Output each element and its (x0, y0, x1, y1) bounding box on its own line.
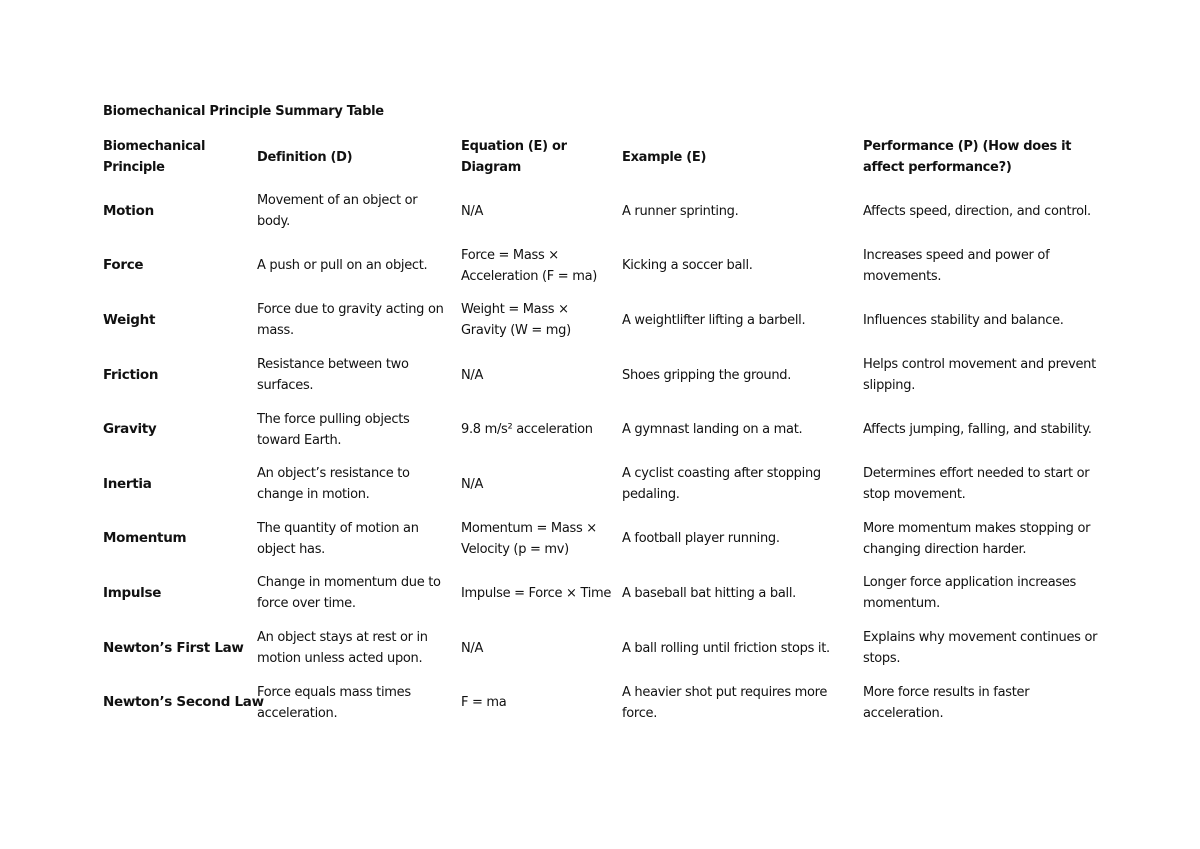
equation-cell: N/A (461, 476, 484, 492)
equation-cell: N/A (461, 367, 484, 383)
performance-cell: Influences stability and balance. (863, 312, 1064, 328)
example-cell: A gymnast landing on a mat. (622, 422, 803, 438)
performance-cell: More force results in faster acceleration. (863, 684, 1030, 721)
equation-cell: N/A (461, 203, 484, 219)
definition-cell: A push or pull on an object. (257, 258, 428, 274)
example-cell: Kicking a soccer ball. (622, 258, 753, 274)
example-cell: Shoes gripping the ground. (622, 367, 792, 383)
principle-cell: Weight (103, 311, 156, 328)
principle-cell: Friction (103, 366, 159, 383)
equation-cell: Momentum = Mass × Velocity (p = mv) (461, 520, 597, 557)
summary-table (98, 130, 1108, 730)
table-row (98, 348, 1108, 403)
example-cell: A baseball bat hitting a ball. (622, 585, 796, 601)
table-body (98, 184, 1108, 730)
definition-cell: Resistance between two surfaces. (257, 357, 409, 394)
header-performance: Performance (P) (How does it affect performance?) (863, 139, 1072, 175)
equation-cell: Weight = Mass × Gravity (W = mg) (461, 302, 571, 339)
performance-cell: Explains why movement continues or stops. (863, 630, 1098, 667)
equation-cell: 9.8 m/s² acceleration (461, 422, 593, 438)
performance-cell: Longer force application increases momentum. (863, 575, 1077, 612)
definition-cell: Force due to gravity acting on mass. (257, 302, 444, 339)
table-row (98, 457, 1108, 512)
example-cell: A cyclist coasting after stopping pedaling. (622, 466, 821, 503)
header-definition: Definition (D) (257, 149, 353, 165)
definition-cell: An object’s resistance to change in motion. (257, 466, 410, 503)
example-cell: A weightlifter lifting a barbell. (622, 312, 806, 328)
principle-cell: Motion (103, 202, 154, 219)
example-cell: A football player running. (622, 531, 780, 547)
document-title: Biomechanical Principle Summary Table (103, 104, 384, 119)
table-row (98, 293, 1108, 348)
definition-cell: Movement of an object or body. (257, 193, 418, 230)
performance-cell: Affects jumping, falling, and stability. (863, 422, 1092, 438)
definition-cell: An object stays at rest or in motion unless acted upon. (257, 630, 428, 667)
header-equation: Equation (E) or Diagram (461, 139, 567, 175)
performance-cell: Affects speed, direction, and control. (863, 203, 1091, 219)
principle-cell: Inertia (103, 475, 152, 492)
table-header (98, 130, 1108, 184)
equation-cell: Force = Mass × Acceleration (F = ma) (461, 247, 598, 284)
equation-cell: F = ma (461, 695, 507, 711)
header-example: Example (E) (622, 149, 707, 165)
equation-cell: Impulse = Force × Time (461, 585, 612, 601)
table-row (98, 512, 1108, 567)
performance-cell: Helps control movement and prevent slipping. (863, 357, 1096, 394)
example-cell: A runner sprinting. (622, 203, 739, 219)
performance-cell: Determines effort needed to start or stop movement. (863, 466, 1090, 503)
principle-cell: Newton’s Second Law (103, 694, 264, 711)
definition-cell: The quantity of motion an object has. (257, 520, 419, 557)
definition-cell: Change in momentum due to force over time. (257, 575, 441, 612)
table-row (98, 184, 1108, 239)
table-row (98, 675, 1108, 730)
definition-cell: The force pulling objects toward Earth. (257, 411, 410, 448)
table-row (98, 239, 1108, 294)
principle-cell: Momentum (103, 530, 187, 547)
example-cell: A ball rolling until friction stops it. (622, 640, 830, 656)
header-principle: Biomechanical Principle (103, 139, 206, 175)
performance-cell: More momentum makes stopping or changing direction harder. (863, 520, 1091, 557)
definition-cell: Force equals mass times acceleration. (257, 684, 411, 721)
equation-cell: N/A (461, 640, 484, 656)
table-row (98, 402, 1108, 457)
table-row (98, 621, 1108, 676)
principle-cell: Newton’s First Law (103, 639, 244, 656)
table-row (98, 566, 1108, 621)
principle-cell: Impulse (103, 584, 162, 601)
principle-cell: Force (103, 257, 144, 274)
example-cell: A heavier shot put requires more force. (622, 684, 828, 721)
principle-cell: Gravity (103, 421, 157, 438)
performance-cell: Increases speed and power of movements. (863, 247, 1050, 284)
header-row (98, 130, 1108, 184)
